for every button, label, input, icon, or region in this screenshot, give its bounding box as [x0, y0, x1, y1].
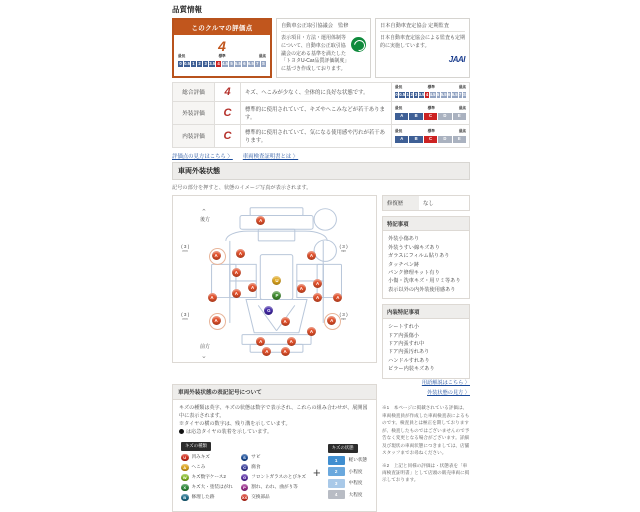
legend-dot-icon: A	[181, 464, 189, 472]
right-notes-links	[382, 379, 470, 399]
legend-item-label: フロントガラスのとびキズ	[251, 474, 307, 480]
scale-caption-mid: 標準	[218, 53, 226, 58]
scale-cell: 4	[425, 91, 429, 97]
scale-cell: 3	[204, 60, 207, 66]
legend-item-label: キズ数字ケース2	[191, 474, 226, 480]
exterior-notes-list	[388, 235, 464, 294]
damage-marker[interactable]: A	[327, 316, 336, 325]
legend-header: 車両外装状態の表記記号について	[173, 385, 376, 400]
scale-cell: 6.5	[451, 91, 458, 97]
damage-marker[interactable]: A	[287, 337, 296, 346]
legend-item-label: 割れ、われ、曲がり等	[251, 484, 298, 490]
note-link[interactable]: 用語解説はこちら 〉	[421, 379, 470, 386]
rating-link[interactable]: 車両検査証明書とは 〉	[242, 154, 299, 161]
legend-dot-icon: C	[241, 464, 249, 472]
scale-cell: B	[409, 136, 422, 143]
scale-cell: D	[438, 113, 451, 120]
damage-marker[interactable]: A	[333, 293, 342, 302]
damage-marker[interactable]: A	[262, 347, 271, 356]
legend-columns	[173, 440, 376, 510]
legend-state-tag: キズの状態	[328, 444, 358, 452]
scale-cell: 5	[230, 60, 233, 66]
score-scale-captions	[178, 55, 266, 60]
repair-history-key: 修復歴	[383, 196, 419, 210]
scale-cell: 3	[414, 91, 418, 97]
interior-notes-list	[388, 323, 464, 374]
damage-marker[interactable]: A	[212, 316, 221, 325]
scale-cell: 5.5	[440, 91, 447, 97]
damage-marker[interactable]: A	[307, 251, 316, 260]
scale-caption-high: 最高	[258, 53, 266, 58]
rating-label: 外装評価	[173, 102, 215, 125]
legend-box	[172, 384, 377, 512]
legend-types-left	[181, 454, 233, 504]
front-direction-label: 前方	[199, 344, 210, 351]
bottom-row	[172, 379, 470, 512]
overall-score-box	[172, 18, 272, 78]
legend-state-label: 中程度	[348, 480, 363, 486]
damage-marker[interactable]: A	[281, 347, 290, 356]
list-item: パンク修理キット有り	[388, 269, 440, 276]
rating-label: 総合評価	[173, 82, 215, 102]
rating-grade: C	[215, 102, 241, 125]
top-summary-row	[172, 18, 470, 78]
list-item: ハンドルすれあり	[388, 357, 430, 364]
legend-dot-icon: P	[241, 484, 249, 492]
list-item: シートすれ小	[388, 324, 419, 331]
legend-item-label: 腐食	[251, 464, 261, 470]
rating-label: 内装評価	[173, 125, 215, 148]
scale-cell: 6	[243, 60, 246, 66]
legend-item-label: 交換部品	[251, 494, 270, 500]
rating-scale: 最低 標準 最高 A B C D E	[392, 125, 470, 148]
legend-state-box: 4	[328, 490, 345, 499]
rating-scale: 最低 標準 最高 A B C D E	[392, 102, 470, 125]
legend-item-label: 修理した跡	[191, 494, 215, 500]
score-box-value: 4	[218, 37, 226, 54]
scale-cell: 6.5	[247, 60, 254, 66]
rating-grade: C	[215, 125, 241, 148]
spare-tire-icon	[179, 429, 184, 434]
tire-tread-value: ( 3 ) mm	[339, 312, 348, 321]
table-row	[173, 102, 470, 125]
rating-links	[172, 152, 470, 160]
jaai-box-body: 日本自動車査定協会による監査も定期的に実施しています。	[380, 35, 466, 49]
damage-marker[interactable]: A	[313, 279, 322, 288]
list-item: 外装小傷あり	[388, 236, 420, 243]
legend-state-item	[328, 467, 367, 476]
legend-note-0: キズの種類は英字、キズの状態は数字で表示され、これらの組み合わせが、展開図中に表示されます。	[179, 404, 368, 419]
cert-box-header: 自動車公正取引協議会 監修	[281, 22, 366, 32]
legend-state-label: 大程度	[348, 491, 363, 497]
fair-trade-council-box	[276, 18, 371, 78]
damage-marker[interactable]: A	[236, 249, 245, 258]
list-item: ドア内張すれ中	[388, 341, 425, 348]
damage-marker[interactable]: A	[313, 293, 322, 302]
damage-marker[interactable]: A	[208, 293, 217, 302]
interior-notes-header: 内装特記事項	[383, 305, 469, 319]
repair-history-panel	[382, 195, 470, 211]
scale-cell: 4	[217, 60, 220, 66]
legend-item-label: 凹みキズ	[191, 454, 210, 460]
tire-tread-value: ( 3 ) mm	[181, 244, 190, 253]
jaai-audit-box	[375, 18, 470, 78]
legend-item	[181, 474, 233, 482]
damage-marker[interactable]: A	[212, 251, 221, 260]
scale-cell: A	[395, 136, 408, 143]
damage-marker[interactable]: A	[232, 289, 241, 298]
score-scale-cells	[178, 61, 266, 68]
legend-dot-icon: W	[182, 474, 187, 480]
legend-state-box: 2	[328, 467, 345, 476]
legend-note-1: ※タイヤの横の数字は、残り溝を示しています。	[179, 421, 291, 428]
list-item: ピラー内装キズあり	[388, 366, 435, 373]
rating-table	[172, 82, 470, 149]
legend-item	[241, 474, 306, 482]
note-paragraph: ※1 本ページに掲載されている評価は、車両検査員が作成した車両検査表によるものです。検査員とは極正を期しておりますが、検査したものではございませんので予告なく変更となる場合がございます。詳細及び現状の車両状態につきましては、店舗スタッフまでお尋ねください。	[382, 405, 470, 456]
scale-cell: C	[424, 136, 437, 143]
legend-state-box: 3	[328, 479, 345, 488]
scale-cell: D	[438, 136, 451, 143]
damage-marker[interactable]: G	[264, 306, 273, 315]
damage-marker[interactable]: A	[256, 216, 265, 225]
scale-cell: 7	[256, 60, 259, 66]
legend-types-right	[241, 454, 306, 504]
legend-state-item	[328, 490, 367, 499]
list-item: ドア内張傷小	[388, 332, 419, 339]
legend-state-label: 軽い状態	[348, 457, 368, 463]
scale-cell: 6	[447, 91, 451, 97]
rating-description: 標準的に使用されていて、気になる使用感や汚れが若干あります。	[241, 125, 392, 148]
table-row	[173, 125, 470, 148]
legend-types-group	[181, 442, 306, 503]
vehicle-diagram[interactable]	[172, 195, 377, 363]
scale-cell: E	[453, 113, 466, 120]
repair-history-value: なし	[423, 201, 434, 208]
note-link[interactable]: 外装状態の見方 〉	[427, 389, 470, 396]
scale-cell: 0.5	[184, 60, 190, 66]
score-box-header: このクルマの評価点	[174, 20, 270, 35]
damage-marker[interactable]: A	[248, 283, 257, 292]
scale-cell: S	[262, 60, 265, 66]
plus-icon: +	[313, 465, 321, 481]
page-title: 品質情報	[172, 5, 202, 14]
scale-cell: 0	[395, 91, 398, 97]
legend-dot-icon: G	[241, 474, 249, 482]
legend-item	[181, 464, 233, 472]
legend-dot-icon: X	[181, 484, 189, 492]
scale-cell: 2	[198, 60, 201, 66]
damage-marker[interactable]: A	[281, 317, 290, 326]
scale-cell: 5.5	[235, 60, 241, 66]
scale-cell: A	[395, 113, 408, 120]
legend-state-item	[328, 456, 367, 465]
scale-cell: 1	[192, 60, 195, 66]
damage-marker[interactable]: A	[232, 268, 241, 277]
legend-notes	[173, 400, 376, 441]
scale-cell: 1	[406, 91, 409, 97]
tire-tread-value: ( 3 ) mm	[181, 312, 190, 321]
scale-cell: S	[462, 91, 466, 97]
scale-cell: C	[424, 113, 437, 120]
legend-dot-icon: B	[181, 494, 189, 502]
right-notes-column	[382, 379, 470, 489]
legend-states-group	[328, 444, 367, 501]
scale-cell: 3.5	[418, 91, 425, 97]
damage-marker[interactable]: A	[297, 284, 306, 293]
exterior-hint: 記号の部分を押すと、状態のイメージ写真が表示されます。	[172, 185, 312, 192]
table-row	[173, 82, 470, 102]
scale-cell: B	[409, 113, 422, 120]
rating-description: キズ、へこみが少なく、全体的に良好な状態です。	[241, 82, 392, 102]
scale-cell: 4.5	[429, 91, 436, 97]
cert-box-body: 表示項目・方法・運用体制等について、自動車公正取引協議会の定める基準を満たした「トヨタU-Car品質評価制度」に基づき作成しております。	[281, 35, 347, 72]
exterior-notes-header: 特記事項	[383, 217, 469, 231]
list-item: 表示以外の内外装使用感あり	[388, 286, 456, 293]
scale-cell: E	[453, 136, 466, 143]
damage-marker[interactable]: P	[272, 291, 281, 300]
legend-item	[241, 494, 306, 502]
scale-cell: 7	[458, 91, 462, 97]
legend-item	[241, 454, 306, 462]
rating-description: 標準的に使用されていて、キズやへこみなどが若干あります。	[241, 102, 392, 125]
legend-item	[181, 494, 233, 502]
legend-dot-icon: XX	[241, 494, 248, 500]
legend-states-list	[328, 456, 367, 500]
report-content	[172, 0, 470, 512]
scale-cell: 0	[179, 60, 182, 66]
scale-cell: 5	[436, 91, 440, 97]
legend-item	[241, 484, 306, 492]
legend-item-label: へこみ	[191, 464, 206, 470]
score-box-scale	[174, 55, 270, 72]
list-item: 外装うすい線キズあり	[388, 244, 440, 251]
rating-scale: 最低 標準 最高 0 0.5 1 2 3 3.5 4 4.5 5 5.5 6 6.5 7 S	[392, 82, 470, 102]
jaai-logo: JAAI	[448, 54, 465, 64]
scale-cell: 2	[410, 91, 413, 97]
scale-caption-low: 最低	[178, 53, 186, 58]
jaai-box-header: 日本自動車査定協会 定期監査	[380, 22, 465, 32]
scale-cell: 3.5	[209, 60, 216, 66]
rating-grade: 4	[215, 82, 241, 102]
legend-state-item	[328, 479, 367, 488]
scale-cell: 4.5	[222, 60, 228, 66]
interior-notes-panel	[382, 304, 470, 379]
legend-note-2: は応急タイヤの装着を示しています。	[179, 428, 370, 436]
chevron-up-icon: ⌃	[201, 209, 207, 217]
damage-marker[interactable]: U	[272, 276, 281, 285]
exterior-condition-row	[172, 195, 470, 378]
eco-mark-icon	[351, 37, 366, 52]
legend-item-label: サビ	[251, 454, 261, 460]
note-paragraph: ※2 上記と同様の評価は・状態表を「車両検査証明書」として店頭の販売車両に掲示しております。	[382, 462, 470, 483]
scale-cell: 0.5	[399, 91, 406, 97]
legend-dot-icon: U	[181, 454, 189, 462]
list-item: ガラスにフィルム貼りあり	[388, 253, 450, 260]
legend-item	[181, 484, 233, 492]
exterior-notes-panel	[382, 216, 470, 299]
right-notes-body	[382, 404, 470, 483]
legend-type-tag: キズの種類	[181, 442, 211, 450]
rating-link[interactable]: 評価点の見方はこちら 〉	[172, 154, 233, 161]
legend-item	[241, 464, 306, 472]
damage-marker[interactable]: A	[307, 327, 316, 336]
legend-dot-icon: S	[241, 454, 249, 462]
rear-direction-label: 後方	[199, 217, 210, 224]
list-item: タッチペン跡	[388, 261, 420, 268]
legend-item	[181, 454, 233, 462]
exterior-section-title: 車両外装状態	[172, 162, 470, 180]
chevron-down-icon: ⌄	[201, 353, 207, 361]
damage-marker[interactable]: A	[256, 337, 265, 346]
legend-state-box: 1	[328, 456, 345, 465]
legend-state-label: 小程度	[348, 468, 363, 474]
list-item: ドア内張汚れあり	[388, 349, 430, 356]
list-item: 小傷・洗車キズ・用リミ等あり	[388, 278, 461, 285]
exterior-side-panels	[382, 195, 470, 378]
tire-tread-value: ( 3 ) mm	[339, 244, 348, 253]
legend-item-label: キズ大・塗装はがれ	[191, 484, 233, 490]
